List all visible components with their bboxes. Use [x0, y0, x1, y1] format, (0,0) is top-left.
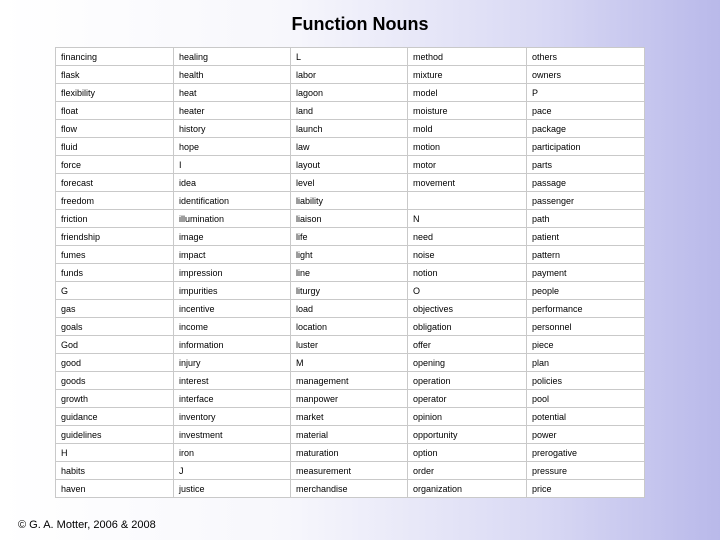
table-cell: need: [408, 228, 527, 246]
table-row: [56, 300, 645, 318]
table-cell: injury: [174, 354, 291, 372]
table-cell: liaison: [291, 210, 408, 228]
table-cell: load: [291, 300, 408, 318]
table-row: [56, 444, 645, 462]
table-cell: package: [527, 120, 645, 138]
table-cell: market: [291, 408, 408, 426]
table-cell: interface: [174, 390, 291, 408]
table-row: [56, 408, 645, 426]
table-cell: operator: [408, 390, 527, 408]
table-body: [56, 48, 645, 498]
table-cell: flow: [56, 120, 174, 138]
table-cell: path: [527, 210, 645, 228]
table-cell: potential: [527, 408, 645, 426]
table-cell: people: [527, 282, 645, 300]
table-cell: inventory: [174, 408, 291, 426]
table-cell: life: [291, 228, 408, 246]
page-title: Function Nouns: [291, 14, 429, 34]
table-cell: funds: [56, 264, 174, 282]
table-cell: opinion: [408, 408, 527, 426]
table-cell: N: [408, 210, 527, 228]
table-cell: incentive: [174, 300, 291, 318]
table-cell: parts: [527, 156, 645, 174]
table-cell: fumes: [56, 246, 174, 264]
function-nouns-table: [55, 47, 645, 498]
table-cell: impurities: [174, 282, 291, 300]
table-cell: pace: [527, 102, 645, 120]
table-row: [56, 354, 645, 372]
table-cell: prerogative: [527, 444, 645, 462]
table-row: [56, 174, 645, 192]
table-cell: land: [291, 102, 408, 120]
table-cell: launch: [291, 120, 408, 138]
table-cell: power: [527, 426, 645, 444]
table-cell: friendship: [56, 228, 174, 246]
table-cell: participation: [527, 138, 645, 156]
table-cell: heater: [174, 102, 291, 120]
table-cell: notion: [408, 264, 527, 282]
table-cell: model: [408, 84, 527, 102]
table-cell: justice: [174, 480, 291, 498]
table-cell: manpower: [291, 390, 408, 408]
table-cell: friction: [56, 210, 174, 228]
table-cell: health: [174, 66, 291, 84]
table-cell: operation: [408, 372, 527, 390]
table-row: [56, 210, 645, 228]
table-cell: illumination: [174, 210, 291, 228]
table-row: [56, 336, 645, 354]
table-row: [56, 102, 645, 120]
table-cell: opportunity: [408, 426, 527, 444]
table-cell: impact: [174, 246, 291, 264]
table-cell: layout: [291, 156, 408, 174]
table-row: [56, 192, 645, 210]
table-cell: identification: [174, 192, 291, 210]
table-cell: interest: [174, 372, 291, 390]
table-cell: iron: [174, 444, 291, 462]
table-cell: location: [291, 318, 408, 336]
table-cell: lagoon: [291, 84, 408, 102]
table-cell: opening: [408, 354, 527, 372]
table-cell: P: [527, 84, 645, 102]
table-row: [56, 462, 645, 480]
table-row: [56, 390, 645, 408]
table-cell: flask: [56, 66, 174, 84]
table-cell: mixture: [408, 66, 527, 84]
table-cell: fluid: [56, 138, 174, 156]
table-cell: flexibility: [56, 84, 174, 102]
table-cell: level: [291, 174, 408, 192]
table-row: [56, 318, 645, 336]
table-cell: I: [174, 156, 291, 174]
table-cell: offer: [408, 336, 527, 354]
table-cell: investment: [174, 426, 291, 444]
table-cell: God: [56, 336, 174, 354]
table-cell: material: [291, 426, 408, 444]
table-row: [56, 480, 645, 498]
table-cell: haven: [56, 480, 174, 498]
table-cell: others: [527, 48, 645, 66]
table-cell: light: [291, 246, 408, 264]
table-cell: moisture: [408, 102, 527, 120]
table-cell: motion: [408, 138, 527, 156]
table-cell: H: [56, 444, 174, 462]
table-row: [56, 120, 645, 138]
table-cell: movement: [408, 174, 527, 192]
table-cell: owners: [527, 66, 645, 84]
table-cell: good: [56, 354, 174, 372]
table-cell: personnel: [527, 318, 645, 336]
table-cell: luster: [291, 336, 408, 354]
table-row: [56, 246, 645, 264]
table-cell: heat: [174, 84, 291, 102]
table-cell: gas: [56, 300, 174, 318]
table-cell: income: [174, 318, 291, 336]
table-row: [56, 48, 645, 66]
table-cell: goals: [56, 318, 174, 336]
table-cell: law: [291, 138, 408, 156]
table-cell: goods: [56, 372, 174, 390]
table-cell: image: [174, 228, 291, 246]
table-cell: pattern: [527, 246, 645, 264]
table-row: [56, 282, 645, 300]
table-cell: J: [174, 462, 291, 480]
table-cell: information: [174, 336, 291, 354]
table-row: [56, 66, 645, 84]
table-cell: forecast: [56, 174, 174, 192]
table-cell: history: [174, 120, 291, 138]
table-cell: pool: [527, 390, 645, 408]
table-cell: organization: [408, 480, 527, 498]
table-cell: passage: [527, 174, 645, 192]
table-cell: idea: [174, 174, 291, 192]
table-cell: freedom: [56, 192, 174, 210]
table-cell: guidelines: [56, 426, 174, 444]
table-row: [56, 156, 645, 174]
table-cell: [408, 192, 527, 210]
table-row: [56, 138, 645, 156]
table-cell: method: [408, 48, 527, 66]
table-cell: pressure: [527, 462, 645, 480]
table-cell: plan: [527, 354, 645, 372]
table-cell: liturgy: [291, 282, 408, 300]
table-cell: G: [56, 282, 174, 300]
table-cell: policies: [527, 372, 645, 390]
table-cell: impression: [174, 264, 291, 282]
table-cell: passenger: [527, 192, 645, 210]
table-cell: option: [408, 444, 527, 462]
table-cell: healing: [174, 48, 291, 66]
table-cell: motor: [408, 156, 527, 174]
table-row: [56, 228, 645, 246]
table-cell: piece: [527, 336, 645, 354]
table-cell: mold: [408, 120, 527, 138]
table-cell: L: [291, 48, 408, 66]
table-cell: order: [408, 462, 527, 480]
table-cell: payment: [527, 264, 645, 282]
table-cell: habits: [56, 462, 174, 480]
table-row: [56, 372, 645, 390]
table-cell: management: [291, 372, 408, 390]
table-row: [56, 264, 645, 282]
table-cell: M: [291, 354, 408, 372]
table-cell: labor: [291, 66, 408, 84]
table-cell: merchandise: [291, 480, 408, 498]
table-cell: patient: [527, 228, 645, 246]
table-cell: maturation: [291, 444, 408, 462]
table-cell: force: [56, 156, 174, 174]
table-cell: obligation: [408, 318, 527, 336]
table-cell: objectives: [408, 300, 527, 318]
table-cell: liability: [291, 192, 408, 210]
table-cell: guidance: [56, 408, 174, 426]
table-cell: performance: [527, 300, 645, 318]
table-row: [56, 84, 645, 102]
table-cell: price: [527, 480, 645, 498]
table-cell: float: [56, 102, 174, 120]
table-cell: noise: [408, 246, 527, 264]
table-cell: measurement: [291, 462, 408, 480]
table-cell: hope: [174, 138, 291, 156]
table-cell: growth: [56, 390, 174, 408]
table-cell: line: [291, 264, 408, 282]
table-row: [56, 426, 645, 444]
table-cell: O: [408, 282, 527, 300]
copyright-footer: © G. A. Motter, 2006 & 2008: [18, 519, 156, 531]
table-cell: financing: [56, 48, 174, 66]
